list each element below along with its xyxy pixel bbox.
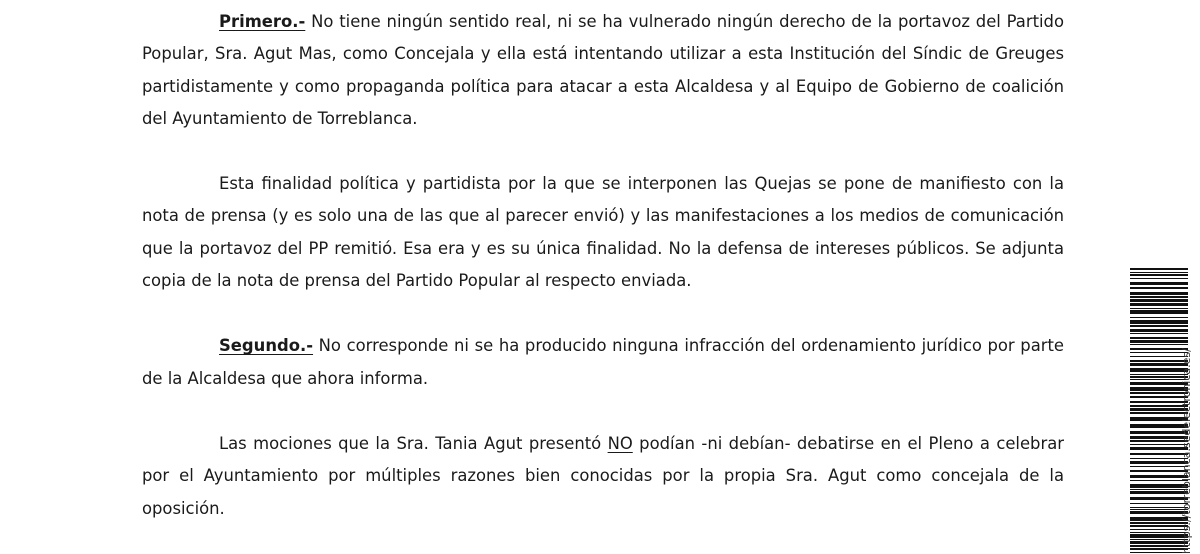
paragraph-finalidad	[142, 168, 1064, 297]
paragraph-primero-text: No tiene ningún sentido real, ni se ha vulnerado ningún derecho de la portavoz del Partido Popular, Sra. Agut Mas, como Concejala y ella está intentando utilizar a esta Institución del Síndic de Greuges partidistamente y como propaganda política para atacar a esta Alcaldesa y al Equipo de Gobierno de coalición del Ayuntamiento de Torreblanca.	[142, 12, 1064, 128]
paragraph-mociones-text-b: podían -ni debían- debatirse en el Pleno a celebrar por el Ayuntamiento por múltiples razones bien conocidas por la propia Sra. Agut como concejala de la oposición.	[142, 433, 1064, 518]
verification-url[interactable]: https://torreblanca.sedelectronica.es/	[1180, 348, 1193, 554]
paragraph-mociones	[142, 428, 1064, 525]
paragraph-primero	[142, 6, 1064, 135]
paragraph-mociones-text-a: Las mociones que la Sra. Tania Agut presentó	[219, 433, 608, 453]
paragraph-segundo-text: No corresponde ni se ha producido ninguna infracción del ordenamiento jurídico por parte de la Alcaldesa que ahora informa.	[142, 336, 1064, 388]
emphasis-no: NO	[607, 433, 633, 453]
paragraph-finalidad-text: Esta finalidad política y partidista por la que se interponen las Quejas se pone de manifiesto con la nota de prensa (y es solo una de las que al parecer envió) y las manifestaciones a los medios de comunicación que la portavoz del PP remitió. Esa era y es su única finalidad. No la defensa de intereses públicos. Se adjunta copia de la nota de prensa del Partido Popular al respecto enviada.	[142, 174, 1064, 291]
document-body	[142, 6, 1064, 525]
heading-segundo: Segundo.-	[219, 336, 314, 356]
paragraph-segundo	[142, 330, 1064, 395]
heading-primero: Primero.-	[219, 12, 306, 31]
